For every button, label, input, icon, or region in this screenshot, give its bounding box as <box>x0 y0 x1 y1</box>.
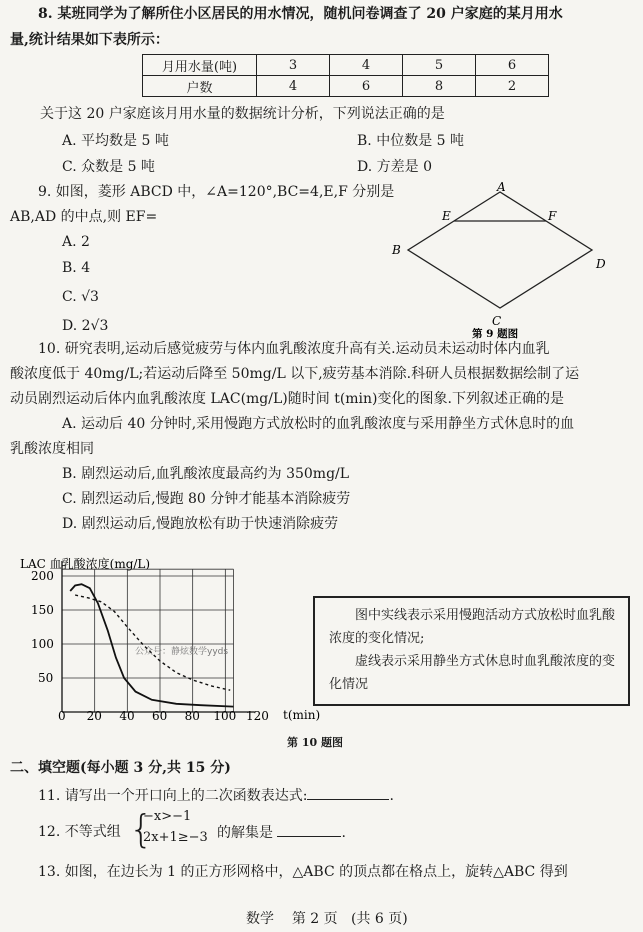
q8-option-c: C. 众数是 5 吨 <box>62 159 155 175</box>
label-e: E <box>442 209 451 223</box>
q8-option-d: D. 方差是 0 <box>357 159 432 175</box>
q12-post-text: 的解集是 <box>217 825 273 841</box>
y-tick-label: 150 <box>31 603 54 617</box>
chart-legend-box <box>313 596 630 706</box>
q13-line: 13. 如图，在边长为 1 的正方形网格中，△ABC 的顶点都在格点上，旋转△ABC 得到 <box>38 864 568 880</box>
table-cell: 4 <box>330 55 403 76</box>
lactate-chart <box>0 548 320 728</box>
q12-answer-blank[interactable] <box>277 822 341 837</box>
q10-line-3: 动员剧烈运动后体内血乳酸浓度 LAC(mg/L)随时间 t(min)变化的图象.下列叙述正确的是 <box>10 391 564 407</box>
table-row <box>143 76 549 97</box>
label-a: A <box>497 180 506 194</box>
y-tick-label: 200 <box>31 569 54 583</box>
label-f: F <box>548 209 557 223</box>
q8-line-1: 8. 某班同学为了解所住小区居民的用水情况，随机问卷调查了 20 户家庭的某月用水 <box>38 6 563 22</box>
table-cell: 2 <box>476 76 549 97</box>
fig10-caption: 第 10 题图 <box>287 736 343 749</box>
x-tick-label: 0 <box>58 709 66 723</box>
q10-line-2: 酸浓度低于 40mg/L;若运动后降至 50mg/L 以下,疲劳基本消除.科研人员根据数据绘制了运 <box>10 366 580 382</box>
q10-line-1: 10. 研究表明,运动后感觉疲劳与体内血乳酸浓度升高有关.运动员未运动时体内血乳 <box>38 341 550 357</box>
q11-text: 11. 请写出一个开口向上的二次函数表达式: <box>38 788 308 804</box>
table-cell: 6 <box>476 55 549 76</box>
series-line-resting <box>75 595 230 690</box>
chart-axes <box>62 561 255 712</box>
q10-option-d: D. 剧烈运动后,慢跑放松有助于快速消除疲劳 <box>62 516 339 532</box>
label-d: D <box>596 257 606 271</box>
table-cell: 3 <box>257 55 330 76</box>
table-header-cell: 月用水量(吨) <box>143 55 257 76</box>
q10-option-a-line1: A. 运动后 40 分钟时,采用慢跑方式放松时的血乳酸浓度与采用静坐方式休息时的血 <box>62 416 575 432</box>
y-tick-label: 100 <box>31 637 54 651</box>
table-cell: 4 <box>257 76 330 97</box>
q10-option-a-line2: 乳酸浓度相同 <box>10 441 94 457</box>
q12-period: . <box>341 825 346 841</box>
table-cell: 5 <box>403 55 476 76</box>
x-axis-label: t(min) <box>283 708 320 722</box>
footer-page: 第 2 页 <box>291 911 338 927</box>
y-tick-label: 50 <box>38 671 54 685</box>
chart-grid <box>62 569 234 712</box>
q8-question: 关于这 20 户家庭该月用水量的数据统计分析，下列说法正确的是 <box>40 106 445 122</box>
table-row <box>143 55 549 76</box>
fig9-caption: 第 9 题图 <box>472 328 519 340</box>
chart-title: LAC 血乳酸浓度(mg/L) <box>20 557 151 571</box>
x-tick-label: 120 <box>246 709 269 723</box>
footer-total: (共 6 页) <box>350 911 408 927</box>
q9-line-1: 9. 如图，菱形 ABCD 中，∠A=120°,BC=4,E,F 分别是 <box>38 184 395 200</box>
q8-option-a: A. 平均数是 5 吨 <box>62 133 169 149</box>
section2-heading: 二、填空题(每小题 3 分,共 15 分) <box>10 760 231 776</box>
q10-option-b: B. 剧烈运动后,血乳酸浓度最高约为 350mg/L <box>62 466 350 482</box>
footer-subject: 数学 <box>246 911 274 927</box>
q11-answer-blank[interactable] <box>307 785 389 800</box>
watermark: 公众号：静炫数学yyds <box>135 647 229 657</box>
table-cell: 6 <box>330 76 403 97</box>
q12-prefix: 12. 不等式组 <box>38 824 121 840</box>
x-tick-label: 40 <box>119 709 135 723</box>
q10-option-c: C. 剧烈运动后,慢跑 80 分钟才能基本消除疲劳 <box>62 491 351 507</box>
legend-solid-text: 图中实线表示采用慢跑活动方式放松时血乳酸浓度的变化情况; <box>329 608 616 646</box>
page-footer <box>246 909 408 929</box>
x-tick-label: 100 <box>213 709 237 723</box>
q9-option-c: C. √3 <box>62 289 99 305</box>
x-tick-label: 80 <box>184 709 200 723</box>
legend-dashed-text: 虚线表示采用静坐方式休息时血乳酸浓度的变化情况 <box>329 654 616 692</box>
q11-period: . <box>389 788 394 804</box>
system-brace-icon: { <box>129 807 154 851</box>
rhombus-abcd <box>408 192 592 308</box>
label-c: C <box>492 314 502 328</box>
table-header-cell: 户数 <box>143 76 257 97</box>
q12-answer-line <box>217 822 346 843</box>
q9-option-b: B. 4 <box>62 260 91 276</box>
table-cell: 8 <box>403 76 476 97</box>
q12-inequality-1: −x>−1 <box>143 809 192 824</box>
q12-inequality-2: 2x+1≥−3 <box>143 830 208 845</box>
q9-option-a: A. 2 <box>62 234 90 250</box>
q11-line <box>38 785 394 806</box>
rhombus-figure <box>380 180 620 340</box>
x-tick-label: 60 <box>152 709 168 723</box>
q9-line-2: AB,AD 的中点,则 EF= <box>10 209 158 225</box>
q8-line-2: 量,统计结果如下表所示： <box>10 32 169 48</box>
q9-option-d: D. 2√3 <box>62 318 109 334</box>
q8-option-b: B. 中位数是 5 吨 <box>357 133 464 149</box>
label-b: B <box>392 243 401 257</box>
water-usage-table <box>142 54 549 97</box>
x-tick-label: 20 <box>86 709 102 723</box>
